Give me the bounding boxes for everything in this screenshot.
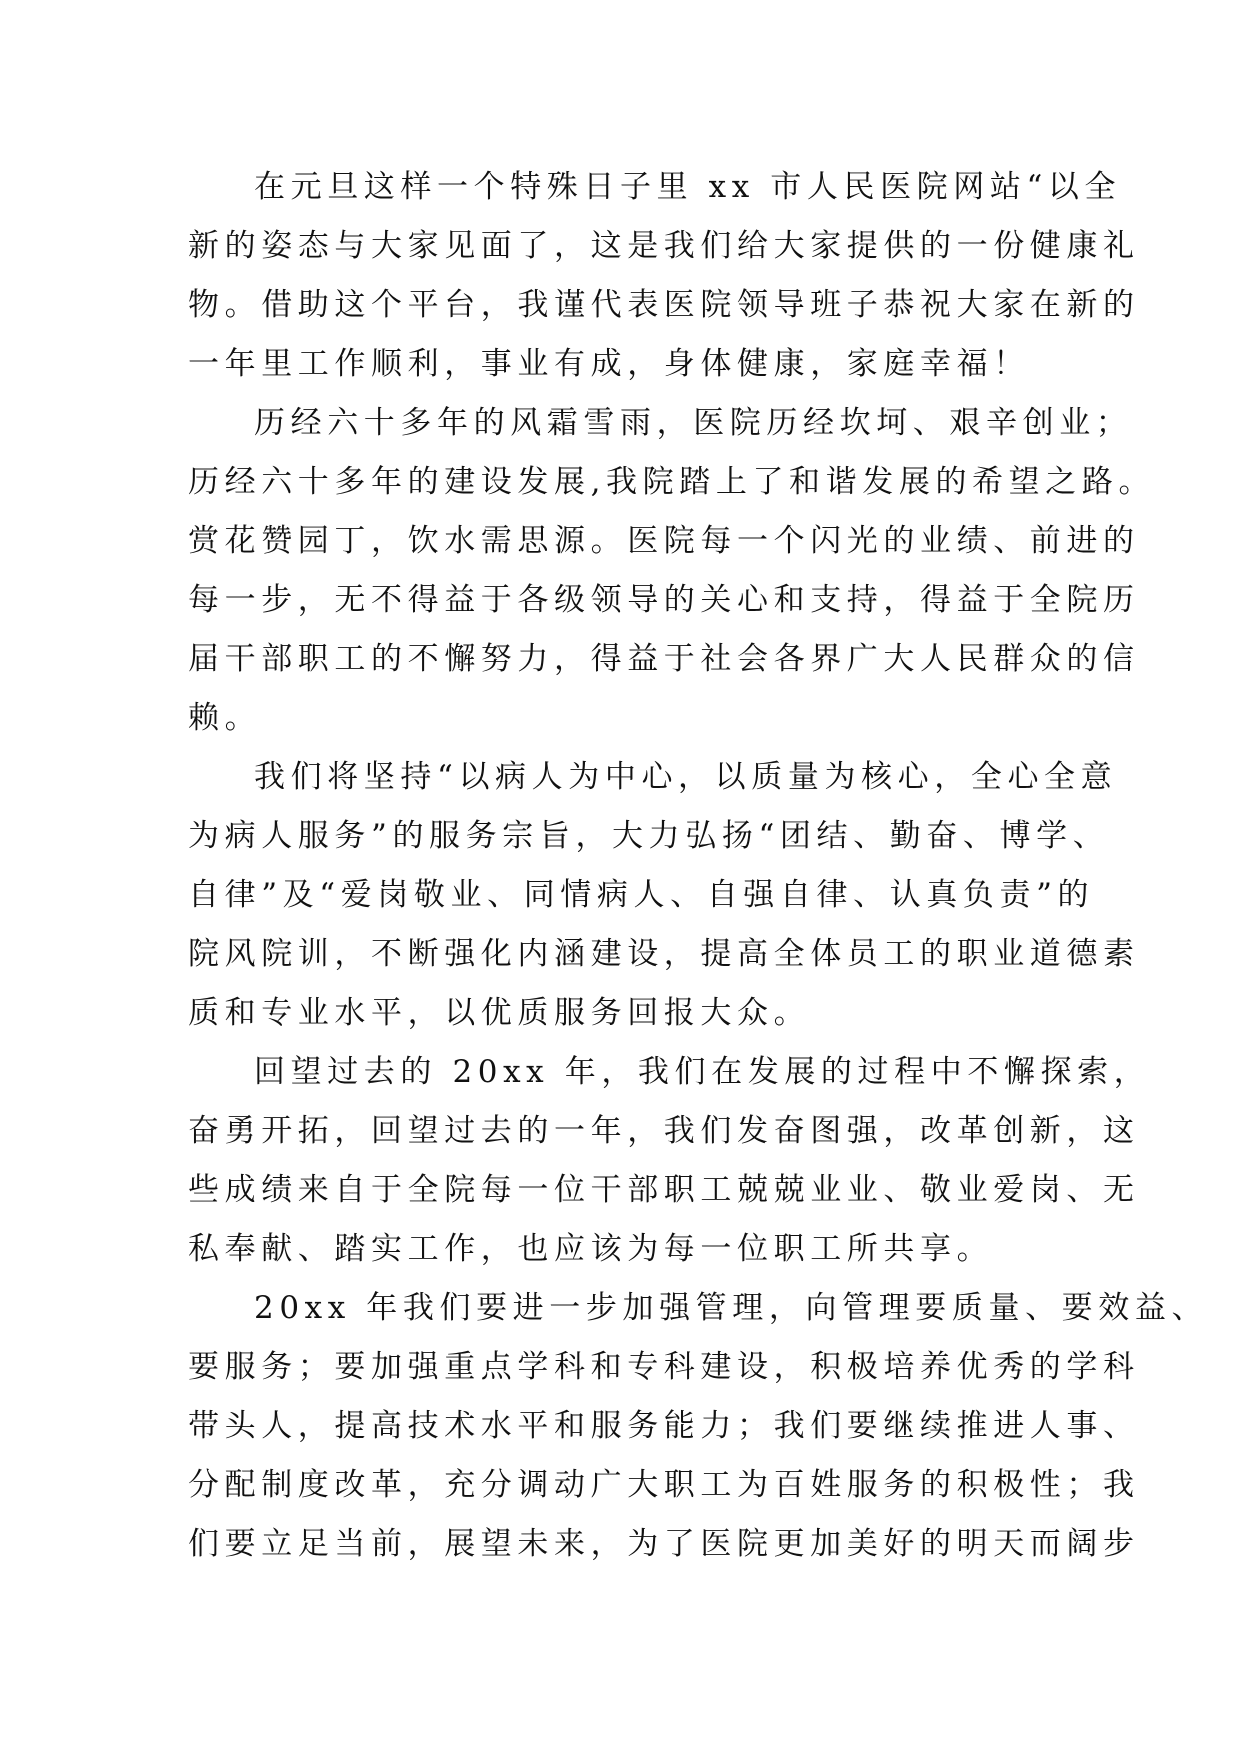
text-line: 20xx 年我们要进一步加强管理，向管理要质量、要效益、 xyxy=(254,1290,1209,1326)
text-line: 历经六十多年的风霜雪雨，医院历经坎坷、艰辛创业； xyxy=(254,405,1133,441)
text-line: 些成绩来自于全院每一位干部职工兢兢业业、敬业爱岗、无 xyxy=(188,1172,1140,1208)
text-line: 质和专业水平，以优质服务回报大众。 xyxy=(188,995,811,1031)
paragraph-new-year-greeting xyxy=(188,158,1140,394)
text-line: 们要立足当前，展望未来，为了医院更加美好的明天而阔步 xyxy=(188,1526,1140,1562)
text-line: 我们将坚持“以病人为中心，以质量为核心，全心全意 xyxy=(254,759,1118,795)
paragraph-review-past-year xyxy=(188,1043,1151,1279)
text-line: 为病人服务”的服务宗旨，大力弘扬“团结、勤奋、博学、 xyxy=(188,818,1110,854)
paragraph-history xyxy=(188,394,1156,748)
text-line: 新的姿态与大家见面了，这是我们给大家提供的一份健康礼 xyxy=(188,228,1140,264)
text-line: 在元旦这样一个特殊日子里 xx 市人民医院网站“以全 xyxy=(254,169,1122,205)
text-line: 每一步，无不得益于各级领导的关心和支持，得益于全院历 xyxy=(188,582,1140,618)
text-line: 带头人，提高技术水平和服务能力；我们要继续推进人事、 xyxy=(188,1408,1140,1444)
text-line: 物。借助这个平台，我谨代表医院领导班子恭祝大家在新的 xyxy=(188,287,1140,323)
text-line: 赏花赞园丁，饮水需思源。医院每一个闪光的业绩、前进的 xyxy=(188,523,1140,559)
text-line: 一年里工作顺利，事业有成，身体健康，家庭幸福！ xyxy=(188,346,1030,382)
text-line: 赖。 xyxy=(188,700,262,736)
text-line: 要服务；要加强重点学科和专科建设，积极培养优秀的学科 xyxy=(188,1349,1140,1385)
text-line: 私奉献、踏实工作，也应该为每一位职工所共享。 xyxy=(188,1231,994,1267)
text-line: 奋勇开拓，回望过去的一年，我们发奋图强，改革创新，这 xyxy=(188,1113,1140,1149)
text-line: 历经六十多年的建设发展,我院踏上了和谐发展的希望之路。 xyxy=(188,464,1156,500)
text-line: 院风院训，不断强化内涵建设，提高全体员工的职业道德素 xyxy=(188,936,1140,972)
text-line: 回望过去的 20xx 年，我们在发展的过程中不懈探索， xyxy=(254,1054,1151,1090)
text-line: 届干部职工的不懈努力，得益于社会各界广大人民群众的信 xyxy=(188,641,1140,677)
paragraph-service-principles xyxy=(188,748,1140,1043)
text-line: 分配制度改革，充分调动广大职工为百姓服务的积极性；我 xyxy=(188,1467,1140,1503)
document-body xyxy=(188,158,1209,1574)
text-line: 自律”及“爱岗敬业、同情病人、自强自律、认真负责”的 xyxy=(188,877,1095,913)
paragraph-future-plans xyxy=(188,1279,1209,1574)
